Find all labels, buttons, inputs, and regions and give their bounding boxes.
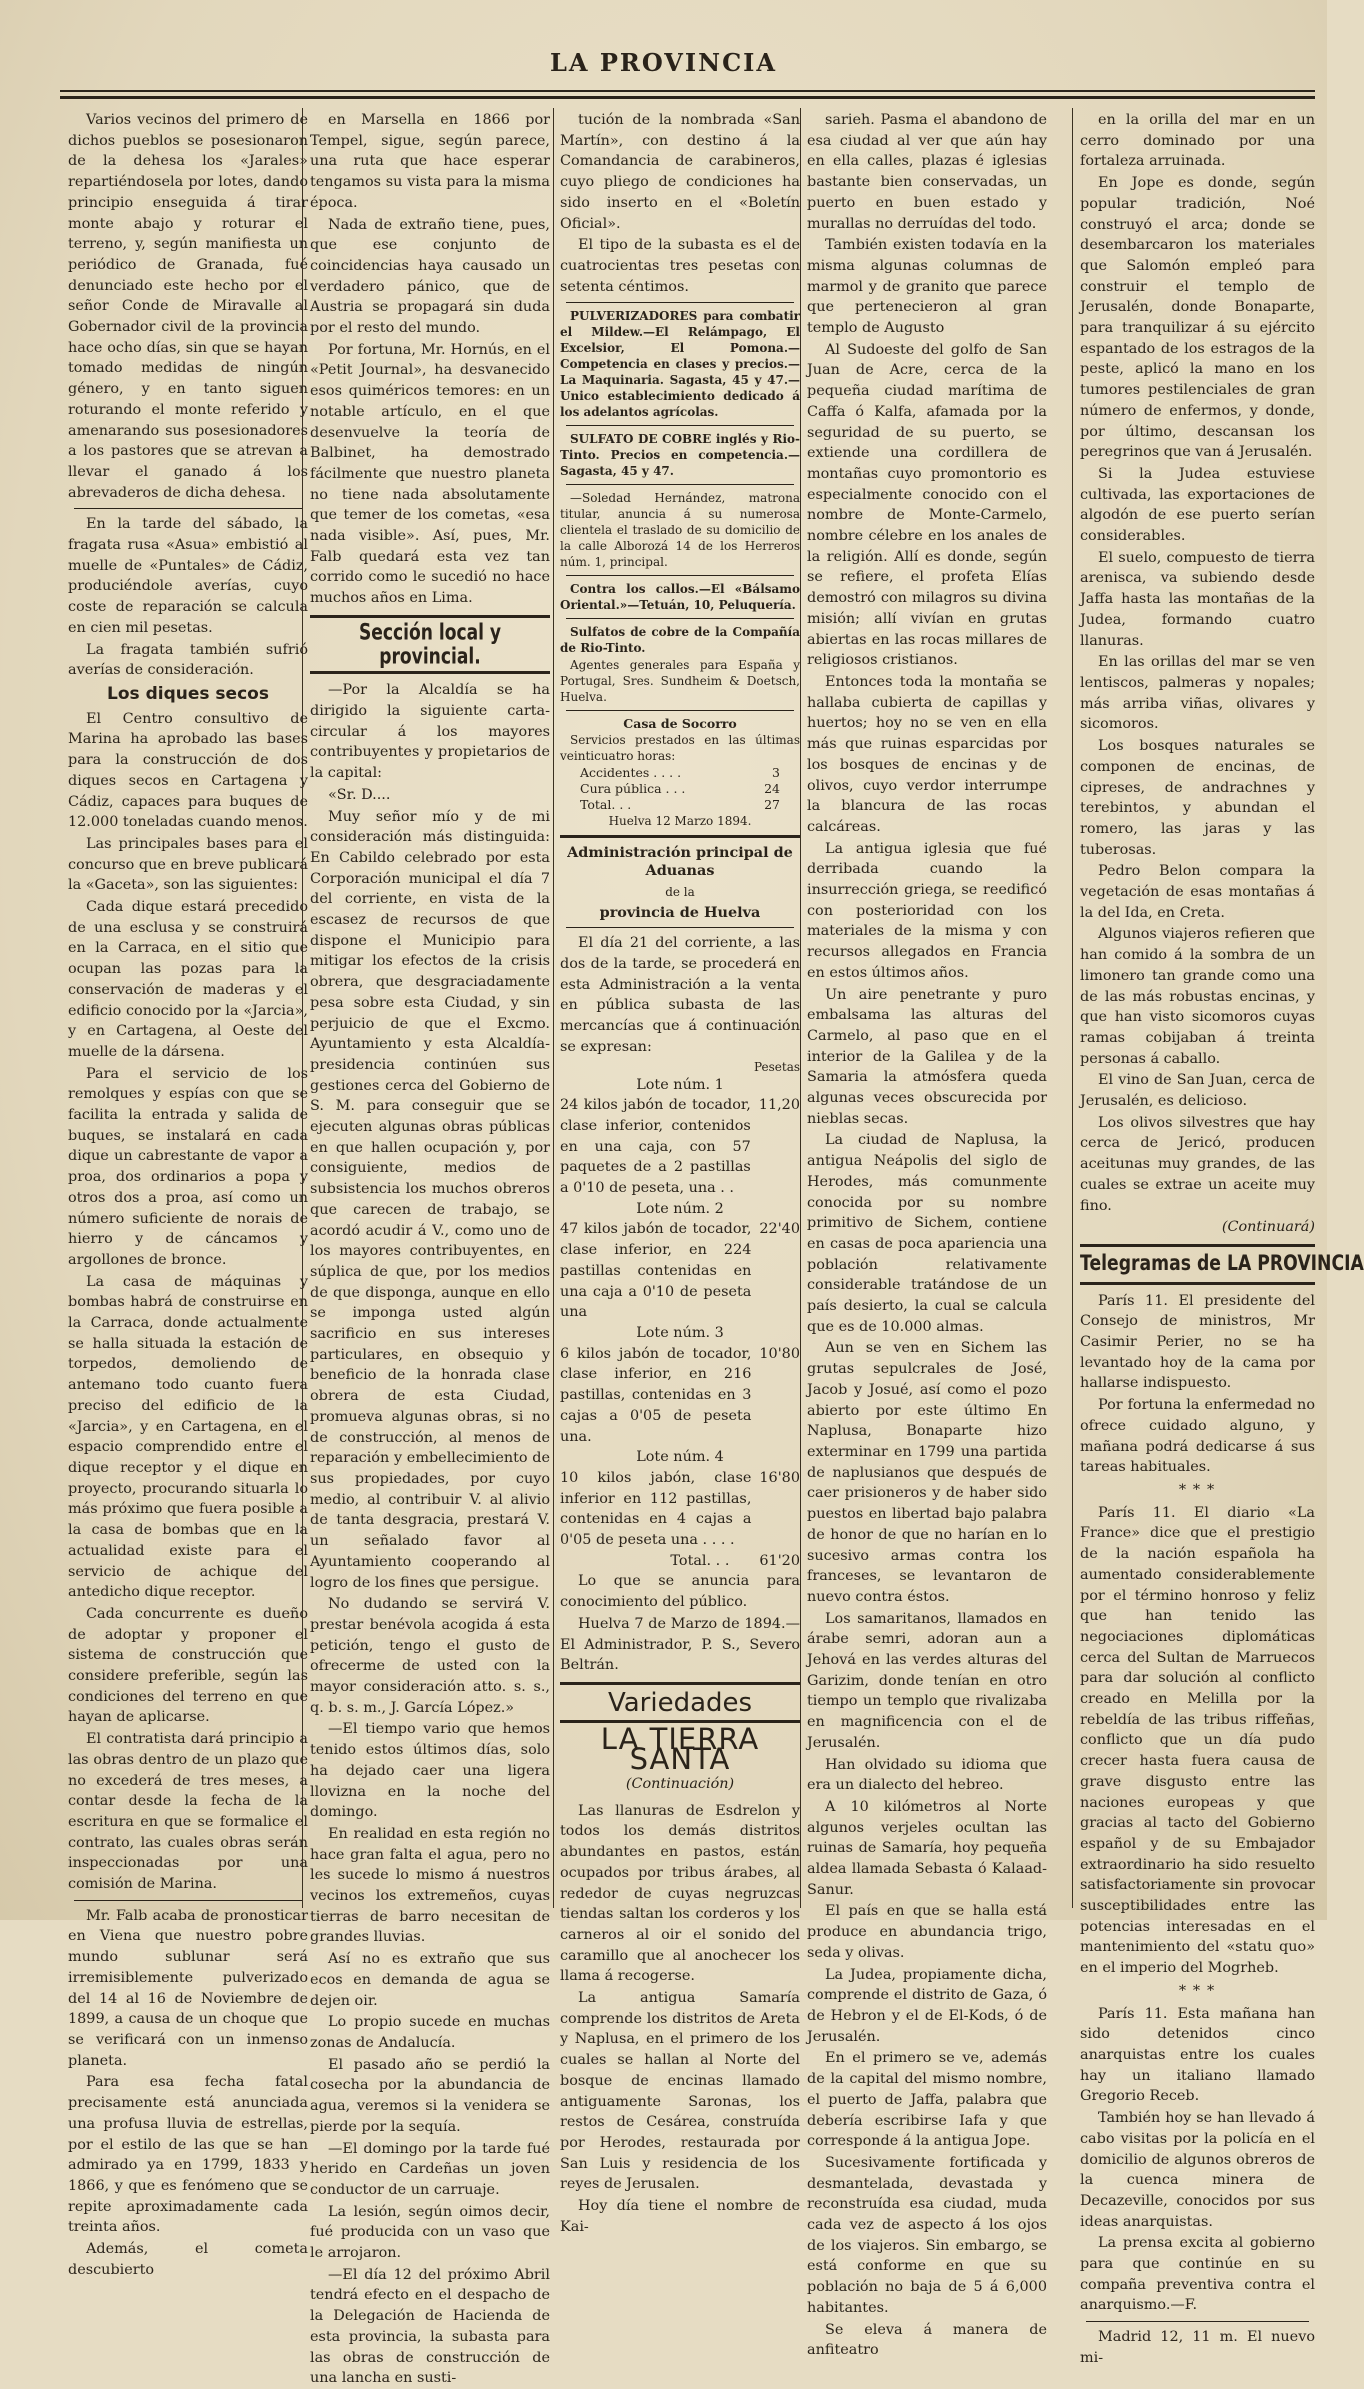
telegram: París 11. El presidente del Consejo de ministros, Mr Casimir Perier, no se ha levantado hoy de la cama por hallarse indispuesto. [1080, 1292, 1315, 1392]
lot-title: Lote núm. 2 [636, 1200, 724, 1217]
paragraph: en la orilla del mar en un cerro dominado por una fortaleza arruinada. [1080, 112, 1315, 170]
paragraph: En la tarde del sábado, la fragata rusa «Asua» embistió al muelle de «Puntales» de Cádiz, produciéndole averías, cuyo coste de reparación se calcula en cien mil pesetas. [68, 516, 308, 636]
advertisement: Agentes generales para España y Portugal, Sres. Sundheim & Doetsch, Huelva. [560, 658, 800, 705]
variedades-heading: Variedades [607, 1687, 753, 1718]
separator [566, 302, 794, 303]
paragraph: La fragata también sufrió averías de consideración. [68, 641, 308, 679]
paragraph: Sucesivamente fortificada y desmantelada, devastada y reconstruída esa ciudad, muda cada vez de aspecto á los ojos de los viajeros. Sin embargo, se está conforme en que su población no baja de 5 á 6,000 habitantes. [807, 2154, 1047, 2316]
paragraph: Las llanuras de Esdrelon y todos los demás distritos abundantes en pastos, están ocupados por tribus árabes, al rededor de cuyas negruzcas tiendas saltan los corderos y los carneros al oir el sonido del caramillo que al anochecer los llama á recogerse. [560, 1802, 800, 1985]
column-divider [1072, 108, 1073, 1908]
paragraph: en Marsella en 1866 por Tempel, sigue, según parece, una ruta que hace esperar tengamos su vista para la misma época. [310, 112, 550, 211]
paragraph: El suelo, compuesto de tierra arenisca, va subiendo desde Jaffa hasta las montañas de la Judea, formando cuatro llanuras. [1080, 549, 1315, 649]
column-3 [560, 110, 800, 2235]
separator [566, 618, 794, 619]
socorro-label: Accidentes . . . . [580, 765, 682, 781]
socorro-value: 27 [764, 797, 780, 813]
lot-amount: 11,20 [758, 1097, 800, 1114]
lot-total [560, 1551, 800, 1572]
separator [566, 710, 794, 711]
stars-divider: * * * [1178, 1982, 1217, 1999]
paragraph: Pedro Belon compara la vegetación de esas montañas á la del Ida, en Creta. [1080, 863, 1315, 921]
paragraph: Han olvidado su idioma que era un dialecto del hebreo. [807, 1756, 1047, 1794]
paragraph: Por fortuna, Mr. Hornús, en el «Petit Journal», ha desvanecido esos quiméricos temores: en un notable artículo, en el que desenvuelve la teoría de Balbinet, ha demostrado fácilmente que nuestro planeta no tiene nada absolutamente que temer de los cometas, «esa nada visible». Así, pues, Mr. Falb quedará esta vez tan corrido como le sucedió no hace muchos años en Lima. [310, 341, 550, 607]
paragraph: Si la Judea estuviese cultivada, las exportaciones de algodón de ese puerto serían considerables. [1080, 465, 1315, 545]
separator [1086, 2321, 1309, 2322]
lot-text: 47 kilos jabón de tocador, clase inferior, en 224 pastillas contenidas en una caja a 0'10 de peseta una [560, 1221, 752, 1321]
separator [566, 484, 794, 485]
paragraph: Para el servicio de los remolques y espías con que se facilita la entrada y salida de buques, se instalará en cada dique un cabrestante de vapor a proa, dos ordinarios a popa y otros dos a proa, así como un número suficiente de norais de hierro y de cáncamos y argollones de bronce. [68, 1065, 308, 1268]
continuara-note: (Continuará) [1221, 1219, 1315, 1236]
socorro-value: 24 [764, 781, 780, 797]
lot-item [560, 1447, 800, 1551]
telegramas-heading: Telegramas de LA PROVINCIA [1080, 1250, 1364, 1275]
paragraph: No dudando se servirá V. prestar benévola acogida á esta petición, tengo el gusto de ofrecerme de usted con la mayor consideración atto. s. s., q. b. s. m., J. García López.» [310, 1596, 550, 1716]
telegram: Madrid 12, 11 m. El nuevo mi- [1080, 2329, 1315, 2366]
section-rule [310, 615, 550, 618]
lot-item [560, 1075, 800, 1199]
paragraph: En realidad en esta región no hace gran falta el agua, pero no les sucede lo mismo á nuestros vecinos los extremeños, cuyas tierras de barro necesitan de grandes lluvias. [310, 1825, 550, 1946]
masthead-rule [60, 90, 1315, 92]
separator [566, 425, 794, 426]
continuacion-label: (Continuación) [625, 1776, 735, 1793]
lot-title: Lote núm. 4 [636, 1449, 724, 1466]
masthead-rule-thick [60, 96, 1315, 99]
lot-text: 6 kilos jabón de tocador, clase inferior, en 216 pastillas, contenidas en 3 cajas a 0'05 de peseta una. [560, 1345, 752, 1445]
telegram: París 11. Esta mañana han sido detenidos cinco anarquistas entre los cuales hay un italiano llamado Gregorio Receb. [1080, 2005, 1315, 2105]
casa-socorro-title: Casa de Socorro [623, 716, 737, 732]
lot-text: 24 kilos jabón de tocador, clase inferior, contenidos en una caja, con 57 paquetes de a 2 pastillas a 0'10 de peseta, una . . [560, 1097, 751, 1197]
section-rule [1080, 1282, 1315, 1285]
paragraph: —Por la Alcaldía se ha dirigido la siguiente carta-circular á los mayores contribuyentes y propietarios de la capital: [310, 682, 550, 782]
paragraph: El contratista dará principio a las obras dentro de un plazo que no excederá de tres meses, a contar desde la fecha de la escritura en que se formalice el contrato, las cuales obras serán inspeccionadas por una comisión de Marina. [68, 1731, 308, 1893]
paragraph: Las principales bases para el concurso que en breve publicará la «Gaceta», son las siguientes: [68, 835, 308, 894]
paragraph: —El día 12 del próximo Abril tendrá efecto en el despacho de la Delegación de Hacienda de esta provincia, la subasta para las obras de construcción de una lancha en susti- [310, 2266, 550, 2387]
paragraph: El país en que se halla está produce en abundancia trigo, seda y olivas. [807, 1903, 1047, 1961]
paragraph: En el primero se ve, además de la capital del mismo nombre, el puerto de Jaffa, palabra que debería escribirse Iafa y que corresponde á la antigua Jope. [807, 2050, 1047, 2150]
lot-item [560, 1199, 800, 1323]
telegram: Por fortuna la enfermedad no ofrece cuidado alguno, y mañana podrá dedicarse á sus tareas habituales. [1080, 1397, 1315, 1476]
lot-amount: 16'80 [759, 1469, 800, 1486]
paragraph: Para esa fecha fatal precisamente está anunciada una profusa lluvia de estrellas, por el estilo de las que se han admirado ya en 1799, 1833 y 1866, y que es fenómeno que se repite aproximadamente cada treinta años. [68, 2074, 308, 2236]
advertisement-title: Sulfatos de cobre de la Compañía de Rio-Tinto. [560, 625, 800, 656]
telegram: También hoy se han llevado á cabo visitas por la policía en el domicilio de algunos obreros de la cuenca minera de Decazeville, conocidos por sus ideas anarquistas. [1080, 2110, 1315, 2230]
paragraph: Al Sudoeste del golfo de San Juan de Acre, cerca de la pequeña ciudad marítima de Caffa ó Kalfa, afamada por la seguridad de su puerto, se extiende una cordillera de montañas cuyo promontorio es especialmente conocido con el nombre de Monte-Carmelo, nombre célebre en los anales de la religión. Allí es donde, según se refiere, el profeta Elías demostró con milagros su divina misión; allí vivían en grutas abiertas en las rocas millares de religiosos cristianos. [807, 341, 1047, 669]
paragraph: Se eleva á manera de anfiteatro [807, 2321, 1047, 2359]
paragraph: El tipo de la subasta es el de cuatrocientas tres pesetas con setenta céntimos. [560, 237, 800, 295]
paragraph: Huelva 7 de Marzo de 1894.—El Administrador, P. S., Severo Beltrán. [560, 1615, 800, 1674]
paragraph: tución de la nombrada «San Martín», con destino á la Comandancia de carabineros, cuyo pliego de condiciones ha sido inserto en el «Boletín Oficial». [560, 112, 800, 232]
paragraph: La lesión, según oimos decir, fué producida con un vaso que le arrojaron. [310, 2203, 550, 2262]
paragraph: Aun se ven en Sichem las grutas sepulcrales de José, Jacob y Josué, así como el pozo abierto por este último En Naplusa, Bonaparte hizo exterminar en 1799 una partida de naplusianos que después de caer prisioneros y de haber sido puestos en libertad bajo palabra de honor de que no harían en lo sucesivo armas contra los franceses, se levantaron de nuevo contra éstos. [807, 1340, 1047, 1605]
paragraph: La Judea, propiamente dicha, comprende el distrito de Gaza, ó de Hebron y el de El-Kods, ó de Jerusalén. [807, 1966, 1047, 2045]
socorro-value: 3 [772, 765, 780, 781]
aduanas-of: de la [665, 885, 695, 900]
paragraph: Nada de extraño tiene, pues, que ese conjunto de coincidencias haya causado un verdadero pánico, que de Austria se propagará sin duda por el resto del mundo. [310, 216, 550, 337]
total-value: 61'20 [759, 1552, 800, 1569]
lot-item [560, 1323, 800, 1447]
section-heading: Sección local y provincial. [358, 619, 502, 669]
paragraph: Muy señor mío y de mi consideración más distinguida: En Cabildo celebrado por esta Corporación municipal el día 7 del corriente, en vista de la escasez de recursos de que dispone el Municipio para mitigar los efectos de la crisis obrera, que desgraciadamente pesa sobre esta Ciudad, y sin perjuicio de que el Excmo. Ayuntamiento y esta Alcaldía-presidencia continúen sus gestiones cerca del Gobierno de S. M. para conseguir que se ejecuten algunas obras públicas en que hallen ocupación y, por consiguiente, medios de subsistencia los muchos obreros que carecen de trabajo, se acordó acudir á V., como uno de los mayores contribuyentes, en súplica de que, por los medios de que disponga, aunque en ello se imponga usted algún sacrificio en sus intereses particulares, en obsequio y beneficio de la honrada clase obrera de esta Ciudad, promueva algunas obras, si no de construcción, al menos de reparación y embellecimiento de sus propiedades, por cuyo medio, al contribuir V. al alivio de tanta desgracia, prestará V. un señalado favor al Ayuntamiento cooperando al logro de los fines que persigue. [310, 808, 550, 1591]
paragraph: Los samaritanos, llamados en árabe semri, adoran aun a Jehová en las verdes alturas del Garizim, donde tenían en otro tiempo un templo que rivalizaba en magnificencia con el de Jerusalén. [807, 1610, 1047, 1751]
separator [566, 927, 794, 928]
lot-amount: 10'80 [759, 1345, 800, 1362]
paragraph: Además, el cometa descubierto [68, 2241, 308, 2278]
paragraph: —El domingo por la tarde fué herido en Cardeñas un joven conductor de un carruaje. [310, 2140, 550, 2198]
paragraph: «Sr. D.... [328, 786, 391, 803]
telegram: París 11. El diario «La France» dice que el prestigio de la nación española ha aumentado considerablemente por el término honroso y feliz que han tenido las negociaciones diplomáticas cerca del Sultan de Marruecos para dar solución al conflicto creado en Melilla por la rebeldía de las tribus riffeñas, conflicto que un día pudo crecer hasta fuera causa de grave disgusto entre las naciones europeas y que gracias al tacto del Gobierno español y de su Embajador extraordinario ha sido resuelto satisfactoriamente sin provocar susceptibilidades entre las potencias interesadas en el mantenimiento del «statu quo» en el imperio del Mogrheb. [1080, 1504, 1315, 1977]
paragraph: Los bosques naturales se componen de encinas, de cipreses, de andrachnes y terebintos, y abundan el romero, las jaras y las tuberosas. [1080, 738, 1315, 858]
paragraph: El pasado año se perdió la cosecha por la abundancia de agua, veremos si la venidera se pierde por la sequía. [310, 2056, 550, 2135]
lot-title: Lote núm. 3 [636, 1324, 724, 1341]
aduanas-province: provincia de Huelva [599, 904, 761, 922]
paragraph: Cada concurrente es dueño de adoptar y proponer el sistema de construcción que considere preferible, según las condiciones del terreno en que hayan de aplicarse. [68, 1605, 308, 1726]
advertisement: Contra los callos.—El «Bálsamo Oriental.»—Tetuán, 10, Peluquería. [560, 582, 800, 613]
paragraph: El día 21 del corriente, a las dos de la tarde, se procederá en esta Administración a la venta en pública subasta de las mercancías que á continuación se expresan: [560, 935, 800, 1055]
aduanas-title: Administración principal de Aduanas [567, 844, 793, 880]
paragraph: sarieh. Pasma el abandono de esa ciudad al ver que aún hay en ella calles, plazas é iglesias bastante bien conservadas, un puerto en buen estado y murallas no derruídas del todo. [807, 112, 1047, 232]
socorro-label: Cura pública . . . [580, 781, 686, 797]
lot-text: 10 kilos jabón, clase inferior en 112 pastillas, contenidas en 4 cajas a 0'05 de peseta una . . . . [560, 1469, 752, 1549]
lot-amount: 22'40 [759, 1221, 800, 1238]
stars-divider: * * * [1178, 1482, 1217, 1498]
paragraph: Lo propio sucede en muchas zonas de Andalucía. [310, 2014, 550, 2051]
paragraph: La ciudad de Naplusa, la antigua Neápolis del siglo de Herodes, más comunmente conocida por su nombre primitivo de Sichem, contiene en casas de poca apariencia una población relativamente considerable tratándose de un país desierto, la cual se calcula que es de 10.000 almas. [807, 1132, 1047, 1335]
column-divider [800, 108, 801, 1908]
separator [74, 1900, 302, 1901]
paragraph: Varios vecinos del primero de dichos pueblos se posesionaron de la dehesa los «Jarales» repartiéndosela por lotes, dando principio enseguida á tirar monte abajo y roturar el terreno, y, según manifiesta un periódico de Granada, fué denunciado este hecho por el señor Conde de Miravalle al Gobernador civil de la provincia hace ocho días, sin que se hayan tomado medidas de ningún género, y en tanto siguen roturando el monte referido y amenarando sus posesionadores a los pastores que se atrevan a llevar el ganado á los abrevaderos de dicha dehesa. [68, 112, 308, 501]
column-5 [1080, 110, 1364, 2366]
paragraph: Los olivos silvestres que hay cerca de Jericó, producen aceitunas muy grandes, de las cuales se extrae un aceite muy fino. [1080, 1114, 1315, 1214]
paragraph: En Jope es donde, según popular tradición, Noé construyó el arca; donde se desembarcaron los materiales que Salomón empleó para construir el templo de Jerusalén, donde Bonaparte, para tranquilizar á su ejército espantado de los estragos de la peste, aplicó la mano en los tumores pestilenciales de gran número de enfermos, y donde, por último, descansan los peregrinos que van á Jerusalén. [1080, 175, 1315, 461]
advertisement: —Soledad Hernández, matrona titular, anuncia á su numerosa clientela el traslado de su domicilio de la calle Alborozá 14 de los Herreros núm. 1, principal. [560, 491, 800, 570]
socorro-row [560, 781, 800, 797]
section-rule [310, 671, 550, 674]
separator [566, 575, 794, 576]
advertisement: SULFATO DE COBRE inglés y Rio-Tinto. Precios en competencia.—Sagasta, 45 y 47. [560, 432, 800, 479]
socorro-row [560, 765, 800, 781]
column-4 [807, 110, 1047, 2359]
pesetas-label: Pesetas [753, 1059, 800, 1074]
section-rule [1080, 1244, 1315, 1247]
tierra-santa-heading: LA TIERRA SANTA [600, 1721, 760, 1777]
section-heading: Los diques secos [107, 683, 269, 704]
paragraph: Cada dique estará precedido de una esclusa y se construirá en la Carraca, en el sitio que ocupan las pozas para la conservación de maderas y el edificio conocido por la «Jarcia», y en Cartagena, al Oeste del muelle de la dársena. [68, 899, 308, 1060]
column-1 [68, 110, 308, 2278]
paragraph: Lo que se anuncia para conocimiento del público. [560, 1573, 800, 1611]
paragraph: Hoy día tiene el nombre de Kai- [560, 2198, 800, 2235]
paragraph: Así no es extraño que sus ecos en demanda de agua se dejen oir. [310, 1951, 550, 2009]
masthead-title: LA PROVINCIA [549, 48, 778, 77]
section-rule [560, 835, 800, 838]
casa-socorro-subtitle: Servicios prestados en las últimas veinticuatro horas: [560, 733, 800, 764]
paragraph: El Centro consultivo de Marina ha aprobado las bases para la construcción de dos diques secos en Cartagena y Cádiz, capaces para buques de 12.000 toneladas cuando menos. [68, 710, 308, 831]
paragraph: En las orillas del mar se ven lentiscos, palmeras y nopales; más arriba viñas, olivares y sicomoros. [1080, 654, 1315, 733]
paragraph: —El tiempo vario que hemos tenido estos últimos días, solo ha dejado caer una ligera llovizna en la noche del domingo. [310, 1721, 550, 1821]
paragraph: También existen todavía en la misma algunas columnas de marmol y de granito que parece que pertenecieron al gran templo de Augusto [807, 237, 1047, 337]
paragraph: Entonces toda la montaña se hallaba cubierta de capillas y huertos; hoy no se ven en ella más que ruinas esparcidas por los bosques de encinas y de olivos, cuyo verdor interrumpe la blancura de las rocas calcáreas. [807, 673, 1047, 835]
paragraph: La casa de máquinas y bombas habrá de construirse en la Carraca, donde actualmente se halla situada la estación de torpedos, demoliendo de antemano todo cuanto fuera preciso del edificio de la «Jarcia», y en Cartagena, en el espacio comprendido entre el dique receptor y el dique en proyecto, procurando situarla lo más próximo que fuera posible a la casa de bombas que en la actualidad existe para el servicio de achique del antedicho dique receptor. [68, 1273, 308, 1601]
socorro-label: Total. . . [580, 797, 632, 813]
separator [74, 508, 302, 509]
paragraph: La antigua Samaría comprende los distritos de Areta y Naplusa, en el primero de los cuales se hallan al Norte del bosque de encinas llamado antiguamente Saronas, los restos de Cesárea, construída por Herodes, restaurada por San Luis y residencia de los reyes de Jerusalen. [560, 1990, 800, 2193]
column-divider [553, 108, 554, 1908]
lot-title: Lote núm. 1 [636, 1076, 724, 1093]
column-2 [310, 110, 550, 2387]
paragraph: Algunos viajeros refieren que han comido á la sombra de un limonero tan grande como una de las más robustas encinas, y que han visto sicomoros cuyas ramas cobijaban á treinta personas á caballo. [1080, 926, 1315, 1067]
paragraph: La antigua iglesia que fué derribada cuando la insurrección griega, se reedificó con posterioridad con los materiales de la misma y con recursos allegados en Francia en estos últimos años. [807, 840, 1047, 981]
paragraph: El vino de San Juan, cerca de Jerusalén, es delicioso. [1080, 1072, 1315, 1110]
socorro-date: Huelva 12 Marzo 1894. [608, 814, 752, 829]
paragraph: A 10 kilómetros al Norte algunos verjeles ocultan las ruinas de Samaría, hoy pequeña aldea llamada Sebasta ó Kalaad-Sanur. [807, 1798, 1047, 1898]
total-label: Total. . . [670, 1552, 730, 1569]
socorro-row [560, 797, 800, 813]
paragraph: Un aire penetrante y puro embalsama las alturas del Carmelo, al paso que en el interior de la Galilea y de la Samaria la atmósfera queda algunas veces obscurecida por nieblas secas. [807, 986, 1047, 1127]
telegram: La prensa excita al gobierno para que continúe en su compaña preventiva contra el anarquismo.—F. [1080, 2235, 1315, 2314]
paragraph: Mr. Falb acaba de pronosticar en Viena que nuestro pobre mundo sublunar será irremisiblemente pulverizado del 14 al 16 de Noviembre de 1899, a causa de un choque que se verificará con un inmenso planeta. [68, 1907, 308, 2069]
advertisement: PULVERIZADORES para combatir el Mildew.—El Relámpago, El Excelsior, El Pomona.—Competencia en clases y precios.—La Maquinaria. Sagasta, 45 y 47.—Unico establecimiento dedicado á los adelantos agrícolas. [560, 309, 800, 420]
section-rule [560, 1682, 800, 1685]
